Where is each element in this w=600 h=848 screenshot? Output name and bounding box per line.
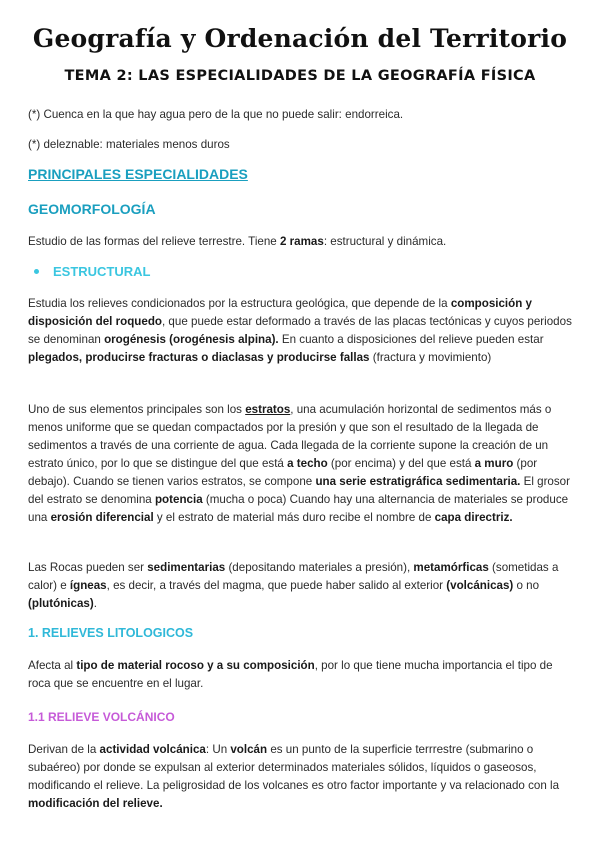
bold-text: 2 ramas — [279, 235, 324, 248]
bold-text: a techo — [287, 457, 328, 470]
text: (mucha o poca) Cuando hay una alternancia de materiales se produce una — [28, 493, 569, 524]
heading-geomorfologia: GEOMORFOLOGÍA — [28, 201, 156, 217]
text: Estudia los relieves condicionados por la estructura geológica, que depende de la — [28, 297, 451, 310]
bold-text: potencia — [154, 493, 203, 506]
note-deleznable: (*) deleznable: materiales menos duros — [28, 138, 230, 151]
bold-text: capa directriz. — [434, 511, 513, 524]
bold-text: (volcánicas) — [446, 579, 514, 592]
text: Derivan de la — [28, 743, 100, 756]
text: (depositando materiales a presión), — [225, 561, 414, 574]
text: es un punto de la superficie terrrestre (submarino o subaéreo) por donde se expulsan al exterior determinados materiales sólidos, líquidos o gaseosos, modificando el relieve. La peligrosidad de los volcanes es otro factor importante y va relacionado con la — [28, 743, 560, 792]
paragraph-intro — [28, 233, 574, 251]
bold-text: a muro — [474, 457, 514, 470]
bullet-estructural — [34, 264, 151, 279]
text: (sometidas a calor) e — [28, 561, 559, 592]
bold-text: erosión diferencial — [50, 511, 154, 524]
text: , que puede estar deformado a través de las placas tectónicas y cuyos periodos se denominan — [28, 315, 572, 346]
bold-text: volcán — [230, 743, 268, 756]
page-subtitle: TEMA 2: LAS ESPECIALIDADES DE LA GEOGRAFÍA FÍSICA — [64, 68, 536, 84]
text: , una acumulación horizontal de sedimentos más o menos uniforme que se quedan compactados por la presión y que son el resultado de la llegada de sedimentos a través de una corriente de agua. Cada llegada de la corriente supone la creación de un estrato único, por lo que se distingue del que está — [28, 403, 552, 470]
text: y el estrato de material más duro recibe el nombre de — [153, 511, 435, 524]
bold-text: plegados, producirse fracturas o diaclasas y producirse fallas — [28, 351, 370, 364]
text: : estructural y dinámica. — [323, 235, 447, 248]
text: , es decir, a través del magma, que puede haber salido al exterior — [106, 579, 447, 592]
bold-text: orogénesis (orogénesis alpina). — [104, 333, 279, 346]
text: (por debajo). Cuando se tienen varios estratos, se compone — [28, 457, 538, 488]
text: , por lo que tiene mucha importancia el tipo de roca que se encuentre en el lugar. — [28, 659, 553, 690]
text: Uno de sus elementos principales son los — [28, 403, 246, 416]
bold-text: sedimentarias — [147, 561, 226, 574]
bold-text: actividad volcánica — [99, 743, 206, 756]
paragraph-estratos — [28, 401, 574, 527]
bold-text: modificación del relieve. — [28, 797, 163, 810]
bullet-dot-icon — [34, 269, 39, 274]
bold-underlined-text: estratos — [245, 403, 291, 416]
text: : Un — [205, 743, 231, 756]
bold-text: metamórficas — [413, 561, 489, 574]
text: El grosor del estrato se denomina — [28, 475, 570, 506]
page-title: Geografía y Ordenación del Territorio — [32, 24, 568, 53]
note-endorreica: (*) Cuenca en la que hay agua pero de la que no puede salir: endorreica. — [28, 108, 404, 121]
paragraph-estructural — [28, 295, 574, 367]
text: . — [93, 597, 97, 610]
text: o no — [513, 579, 540, 592]
heading-relieve-volcanico: 1.1 RELIEVE VOLCÁNICO — [28, 710, 175, 724]
paragraph-litologicos — [28, 657, 574, 693]
bold-text: una serie estratigráfica sedimentaria. — [315, 475, 521, 488]
bold-text: ígneas — [69, 579, 107, 592]
text: Estudio de las formas del relieve terrestre. Tiene — [28, 235, 280, 248]
text: (fractura y movimiento) — [369, 351, 492, 364]
paragraph-rocas — [28, 559, 574, 613]
heading-relieves-litologicos: 1. RELIEVES LITOLOGICOS — [28, 626, 194, 640]
bold-text: composición y disposición del roquedo — [28, 297, 532, 328]
text: En cuanto a disposiciones del relieve pueden estar — [278, 333, 544, 346]
heading-estructural: ESTRUCTURAL — [53, 264, 151, 279]
text: Afecta al — [28, 659, 77, 672]
heading-principales-especialidades: PRINCIPALES ESPECIALIDADES — [28, 166, 248, 182]
bold-text: tipo de material rocoso y a su composición — [76, 659, 315, 672]
text: Las Rocas pueden ser — [28, 561, 148, 574]
paragraph-volcanico — [28, 741, 574, 813]
text: (por encima) y del que está — [327, 457, 475, 470]
bold-text: (plutónicas) — [28, 597, 94, 610]
